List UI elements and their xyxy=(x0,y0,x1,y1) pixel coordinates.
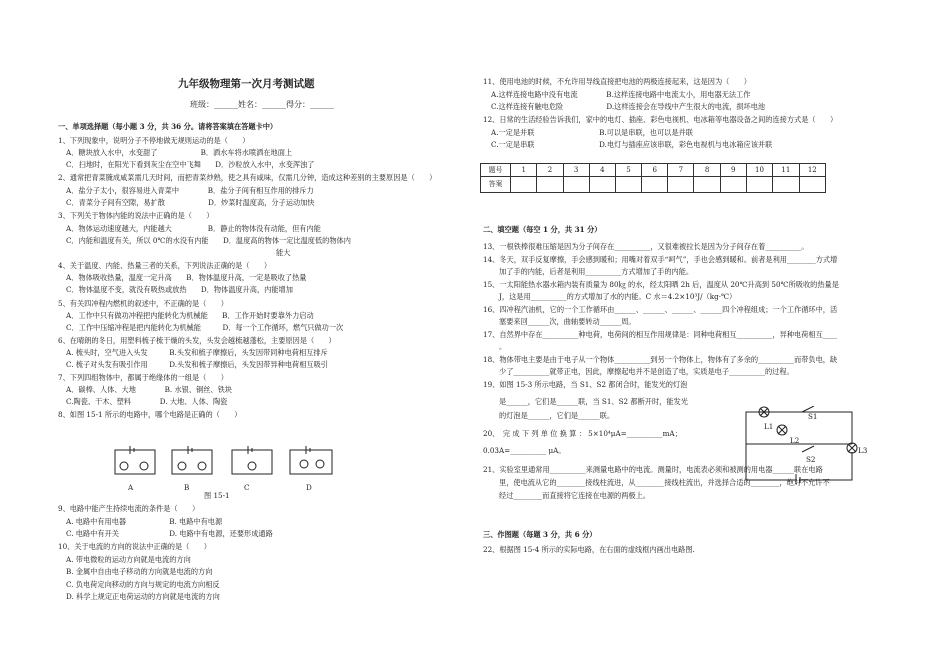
text-line: 5、有关四冲程内燃机的叙述中，不正确的是（ ） xyxy=(58,299,228,308)
text-line: 。 xyxy=(499,342,507,351)
text-line: 15、一太阳能热水器水箱内装有质量为 80㎏ 的水，经太阳晒 2h 后，温度从 20℃升高到 50℃所吸收的热量是 xyxy=(483,280,839,289)
answer-cell[interactable] xyxy=(615,177,641,193)
text-line: 4、关于温度、内能、热量三者的关系，下列说法正确的是（ ） xyxy=(58,261,272,270)
text-line: 12、日常的生活经验告诉我们，家中的电灯、插座、彩色电视机、电冰箱等电器设备之间的连接方式是（ ） xyxy=(483,115,838,124)
page-title: 九年级物理第一次月考测试题 xyxy=(178,78,315,90)
text-line: A.一定是并联 B.可以是串联，也可以是并联 xyxy=(491,128,693,137)
answer-cell[interactable] xyxy=(589,177,615,193)
text-line: A.这样连接电路中没有电流 B.这样连接电路中电流太小，用电器无法工作 xyxy=(491,90,751,99)
answer-cell[interactable] xyxy=(563,177,589,193)
text-line: 16、四冲程汽油机，它的一个工作循环由______、______、______、______四个冲程组成；一个工作循环中，活 xyxy=(483,305,838,314)
text-line: A. 带电微粒的运动方向就是电流的方向 xyxy=(66,555,191,564)
text-line: A. 梳头时，空气进入头发 B.头发和梳子摩擦后，头发因带同种电荷相互排斥 xyxy=(66,348,328,357)
table-header-cell: 8 xyxy=(694,164,720,177)
text-line: C．物体温度不变，就没有吸热或放热 D．物体温度升高，内能增加 xyxy=(66,285,293,294)
table-header-cell: 4 xyxy=(589,164,615,177)
answer-cell[interactable] xyxy=(720,177,746,193)
answer-row-label: 答案 xyxy=(481,177,511,193)
text-line: 20、 完 成 下 列 单 位 换 算 ： 5×10⁴μA=__________mA； xyxy=(483,429,682,438)
answer-cell[interactable] xyxy=(537,177,563,193)
text-line: C.陶瓷、干木、塑料 D. 大地、人体、陶瓷 xyxy=(66,397,228,406)
text-line: 9、电路中能产生持续电流的条件是（ ） xyxy=(58,504,200,513)
table-header-cell: 2 xyxy=(537,164,563,177)
text-line: C．扫地时，在阳光下看到灰尘在空中飞舞 D．沙粒放入水中，水变浑浊了 xyxy=(66,160,315,169)
section-1-heading: 一、单项选择题（每小题 3 分，共 36 分。请将答案填在答题卡中） xyxy=(58,122,278,131)
text-line: 加了手的内能，后者是利用__________方式增加了手的内能。 xyxy=(499,267,694,276)
answer-table xyxy=(480,163,826,193)
table-header-cell: 5 xyxy=(615,164,641,177)
text-line: J，这是用__________的方式增加了水的内能。C 水＝4.2×10³J/（kg·℃） xyxy=(499,292,737,301)
section-2-heading: 二、填空题（每空 1 分，共 31 分） xyxy=(483,225,602,234)
fig-label-b: B xyxy=(184,483,190,492)
text-line: 8、如图 15-1 所示的电路中，哪个电路是正确的（ ） xyxy=(58,410,242,419)
table-header-cell: 11 xyxy=(773,164,799,177)
section-3-heading: 三、作图题（每题 3 分，共 6 分） xyxy=(483,530,597,539)
table-header-cell: 7 xyxy=(668,164,694,177)
text-line: C. 负电荷定向移动的方向与规定的电流方向相反 xyxy=(66,580,220,589)
circuit-label-s1: S1 xyxy=(808,412,818,421)
text-line: C．青菜分子间有空隙，易扩散 D．炒菜时温度高，分子运动加快 xyxy=(66,198,315,207)
text-line: 1、下列现象中，说明分子不停地做无规则运动的是（ ） xyxy=(58,136,250,145)
text-line: B. 金属中自由电子移动的方向就是电流的方向 xyxy=(66,567,213,576)
text-line: C. 梳子对头发有吸引作用 D.头发和梳子摩擦后，头发因带异种电荷相互吸引 xyxy=(66,360,328,369)
table-header-label: 题号 xyxy=(481,164,511,177)
fig-caption: 图 15-1 xyxy=(204,491,230,500)
text-line: 21、实验室里通常用__________来测量电路中的电流。测量时，电流表必须和被测的用电器______联在电路 xyxy=(483,465,823,474)
table-header-cell: 6 xyxy=(642,164,668,177)
text-line: C.一定是串联 D.电灯与插座应该串联，彩色电视机与电冰箱应该并联 xyxy=(491,140,773,149)
table-header-cell: 1 xyxy=(511,164,537,177)
text-line: A．碳棒、人体、大地 B. 水银、铜丝、铁块 xyxy=(66,385,232,394)
table-header-cell: 12 xyxy=(799,164,825,177)
text-line: 3、下列关于物体内能的说法中正确的是（ ） xyxy=(58,211,214,220)
student-info-line: 班级：______姓名：______得分：______ xyxy=(190,100,334,109)
text-line: 13、一根铁棒很难压缩是因为分子间存在__________，又很难被拉长是因为分子间存在着__________。 xyxy=(483,242,809,251)
answer-cell[interactable] xyxy=(773,177,799,193)
fig-label-c: C xyxy=(244,483,250,492)
text-line: 10、关于电流的方向的说法中正确的是（ ） xyxy=(58,542,211,551)
answer-cell[interactable] xyxy=(642,177,668,193)
text-line: A．工作中只有做功冲程把内能转化为机械能 B．工作开始时要靠外力启动 xyxy=(66,311,314,320)
circuit-label-s2: S2 xyxy=(806,455,816,464)
table-header-cell: 9 xyxy=(720,164,746,177)
circuit-label-l2: L2 xyxy=(790,436,800,445)
text-line: 少了__________就带正电，因此，摩擦起电并不是创造了电，实质是电子__________的过程。 xyxy=(499,367,794,376)
text-line: 19、如图 15-3 所示电路，当 S1、S2 都闭合时，能发光的灯泡 xyxy=(483,380,688,389)
text-line: A．盐分子太小，很容易进入青菜中 B．盐分子间有相互作用的排斥力 xyxy=(66,186,314,195)
text-line: 塞要来回______次，曲轴要转动______周。 xyxy=(499,317,636,326)
question-22: 22、根据图 15-4 所示的实际电路，在右面的虚线框内画出电路图. xyxy=(483,545,695,554)
text-line: 14、冬天，双手反复摩擦，手会感到暖和；用嘴对着双手“呵气”，手也会感到暖和。前者是利用________方式增 xyxy=(483,255,838,264)
fig-label-d: D xyxy=(306,483,312,492)
text-line: C．工作中压缩冲程是把内能转化为机械能 D．每一个工作循环，燃气只做功一次 xyxy=(66,323,344,332)
text-line: C.这样连接有触电危险 D.这样连接会在导线中产生很大的电流，损坏电池 xyxy=(491,102,766,111)
figure-15-3-circuit xyxy=(742,406,872,484)
table-header-cell: 10 xyxy=(746,164,772,177)
text-line: 的灯泡是______，它们是______联。 xyxy=(499,411,615,420)
text-line: C．内能和温度有关，所以 0℃的水没有内能 D．温度高的物体一定比温度低的物体内 xyxy=(66,236,351,245)
text-line: C. 电路中有开关 D. 电路中有电源，还要形成通路 xyxy=(66,529,273,538)
answer-table-answer-row xyxy=(481,177,826,193)
answer-table-header-row xyxy=(481,164,826,177)
text-line: 7、下列四组物体中，都属于绝缘体的一组是（ ） xyxy=(58,373,228,382)
answer-cell[interactable] xyxy=(746,177,772,193)
text-line: 0.03A=__________ μA。 xyxy=(483,446,566,455)
text-line: 能大 xyxy=(276,248,291,257)
text-line: 2、通常把青菜腌成咸菜需几天时间，而把青菜炒熟，使之具有咸味，仅需几分钟，造成这种差别的主要原因是（ ） xyxy=(58,173,437,182)
text-line: 11、使用电池的时候，不允许用导线直接把电池的两极连接起来，这是因为（ ） xyxy=(483,77,751,86)
circuit-label-l3: L3 xyxy=(858,446,868,455)
fig-label-a: A xyxy=(128,483,134,492)
circuit-label-l1: L1 xyxy=(764,422,774,431)
answer-cell[interactable] xyxy=(668,177,694,193)
answer-cell[interactable] xyxy=(694,177,720,193)
table-header-cell: 3 xyxy=(563,164,589,177)
text-line: 是______，它们是______联，当 S1、S2 都断开时，能发光 xyxy=(499,397,688,406)
text-line: 17、自然界中存在__________种电荷，电荷间的相互作用规律是：同种电荷相互__________，异种电荷相互____ xyxy=(483,330,838,339)
answer-cell[interactable] xyxy=(511,177,537,193)
text-line: A．物体吸收热量，温度一定升高 B．物体温度升高，一定是吸收了热量 xyxy=(66,273,307,282)
text-line: 里，使电流从它的________接线柱流进，从________接线柱流出，并选择合适的________，绝对不允许不 xyxy=(499,478,830,487)
text-line: D. 科学上规定正电荷运动的方向就是电流的方向 xyxy=(66,592,220,601)
text-line: 6、在晴朗的冬日，用塑料梳子梳干燥的头发，头发会越梳越蓬松，主要原因是（ ） xyxy=(58,336,336,345)
answer-cell[interactable] xyxy=(799,177,825,193)
text-line: 18、物体带电主要是由于电子从一个物体__________到另一个物体上，物体有了多余的__________而带负电，缺 xyxy=(483,355,838,364)
text-line: 经过________而直接将它连接在电源的两极上。 xyxy=(499,491,650,500)
text-line: A. 电路中有用电器 B. 电路中有电源 xyxy=(66,517,223,526)
text-line: A．糖块放入水中，水变甜了 B．洒水车将水喷洒在地面上 xyxy=(66,148,293,157)
text-line: A．物体运动速度越大，内能越大 B．静止的物体没有动能，但有内能 xyxy=(66,224,321,233)
